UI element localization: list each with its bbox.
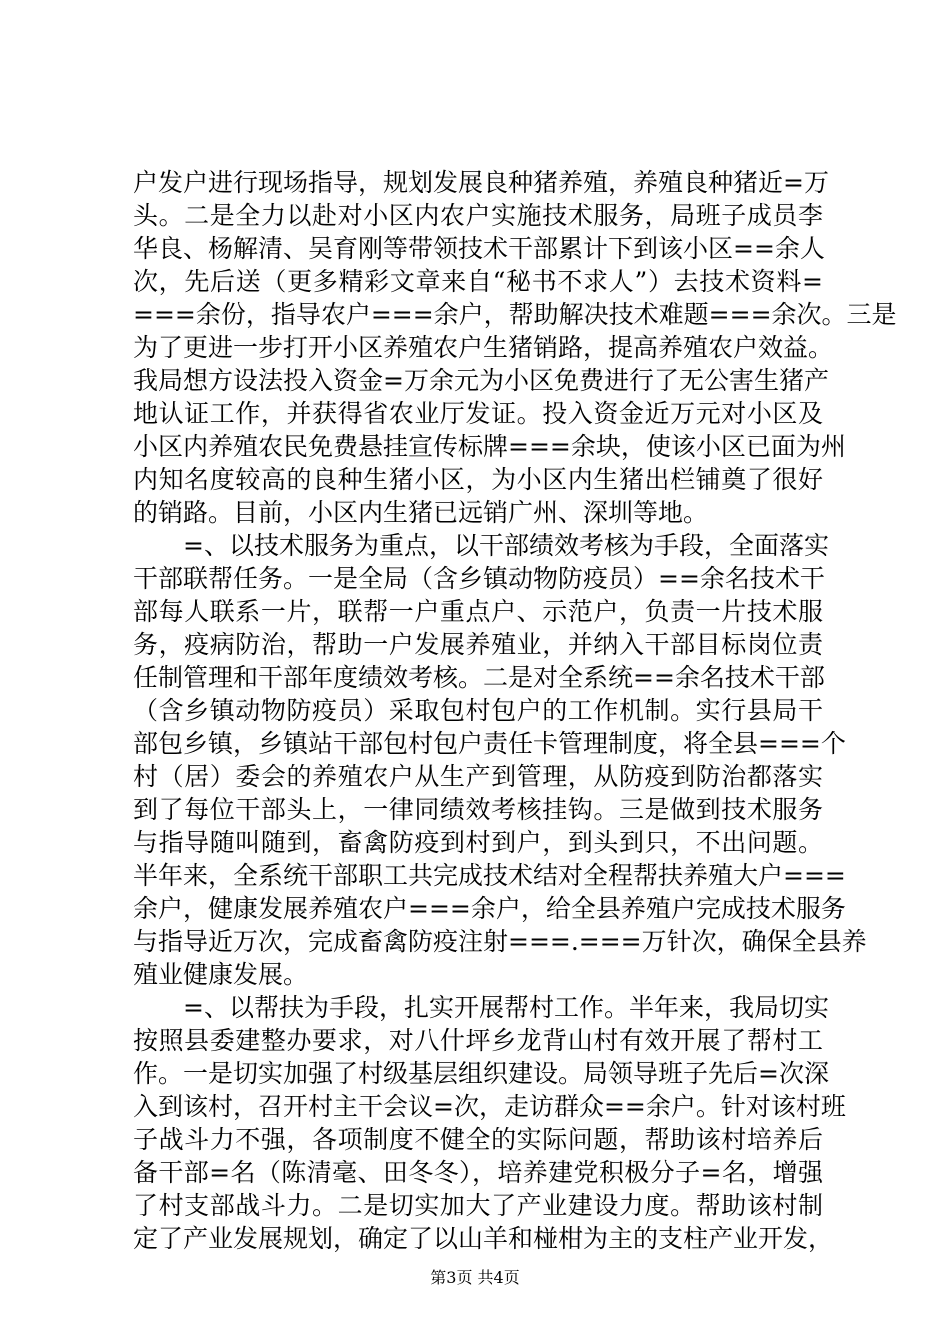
text-line: 与指导近万次，完成畜禽防疫注射===.===万针次，确保全县养 (133, 927, 867, 956)
text-line: 内知名度较高的良种生猪小区，为小区内生猪出栏铺奠了很好 (133, 465, 823, 494)
text-line: 小区内养殖农民免费悬挂宣传标牌===余块，使该小区已面为州 (133, 432, 846, 461)
text-line: 我局想方设法投入资金=万余元为小区免费进行了无公害生猪产 (133, 366, 829, 395)
text-line: 的销路。目前，小区内生猪已远销广州、深圳等地。 (133, 498, 709, 527)
text-line: 备干部=名（陈清毫、田冬冬），培养建党积极分子=名，增强 (133, 1158, 823, 1187)
text-line: 半年来，全系统干部职工共完成技术结对全程帮扶养殖大户=== (133, 861, 846, 890)
text-line: 部包乡镇，乡镇站干部包村包户责任卡管理制度，将全县===个 (133, 729, 846, 758)
paragraph-start-line: =、以技术服务为重点，以干部绩效考核为手段，全面落实 (183, 531, 829, 560)
page-number-footer: 第3页 共4页 (430, 1268, 520, 1287)
text-line: ===余份，指导农户===余户，帮助解决技术难题===余次。三是 (133, 300, 897, 329)
text-line: 地认证工作，并获得省农业厅发证。投入资金近万元对小区及 (133, 399, 823, 428)
document-body (133, 166, 897, 1255)
text-line: 部每人联系一片，联帮一户重点户、示范户，负责一片技术服 (133, 597, 823, 626)
text-line: 干部联帮任务。一是全局（含乡镇动物防疫员）==余名技术干 (133, 564, 825, 593)
text-line: 户发户进行现场指导，规划发展良种猪养殖，养殖良种猪近=万 (133, 168, 829, 197)
text-line: 殖业健康发展。 (133, 960, 309, 989)
text-line: 余户，健康发展养殖农户===余户，给全县养殖户完成技术服务 (133, 894, 846, 923)
text-line: 到了每位干部头上，一律同绩效考核挂钩。三是做到技术服务 (133, 795, 823, 824)
text-line: 为了更进一步打开小区养殖农户生猪销路，提高养殖农户效益。 (133, 333, 834, 362)
text-line: 按照县委建整办要求，对八什坪乡龙背山村有效开展了帮村工 (133, 1026, 823, 1055)
paragraph-start-line: =、以帮扶为手段，扎实开展帮村工作。半年来，我局切实 (183, 993, 829, 1022)
text-line: 村（居）委会的养殖农户从生产到管理，从防疫到防治都落实 (133, 762, 823, 791)
text-line: （含乡镇动物防疫员）采取包村包户的工作机制。实行县局干 (133, 696, 823, 725)
text-line: 务，疫病防治，帮助一户发展养殖业，并纳入干部目标岗位责 (133, 630, 823, 659)
text-line: 定了产业发展规划，确定了以山羊和椪柑为主的支柱产业开发， (133, 1224, 834, 1253)
text-line: 了村支部战斗力。二是切实加大了产业建设力度。帮助该村制 (133, 1191, 823, 1220)
text-line: 头。二是全力以赴对小区内农户实施技术服务，局班子成员李 (133, 201, 823, 230)
text-line: 入到该村，召开村主干会议=次，走访群众==余户。针对该村班 (133, 1092, 846, 1121)
text-line: 次，先后送（更多精彩文章来自“秘书不求人”）去技术资料= (133, 267, 823, 296)
text-line: 子战斗力不强，各项制度不健全的实际问题，帮助该村培养后 (133, 1125, 823, 1154)
text-line: 作。一是切实加强了村级基层组织建设。局领导班子先后=次深 (133, 1059, 829, 1088)
text-line: 华良、杨解清、吴育刚等带领技术干部累计下到该小区==余人 (133, 234, 825, 263)
text-line: 与指导随叫随到，畜禽防疫到村到户，到头到只，不出问题。 (133, 828, 823, 857)
text-line: 任制管理和干部年度绩效考核。二是对全系统==余名技术干部 (133, 663, 825, 692)
